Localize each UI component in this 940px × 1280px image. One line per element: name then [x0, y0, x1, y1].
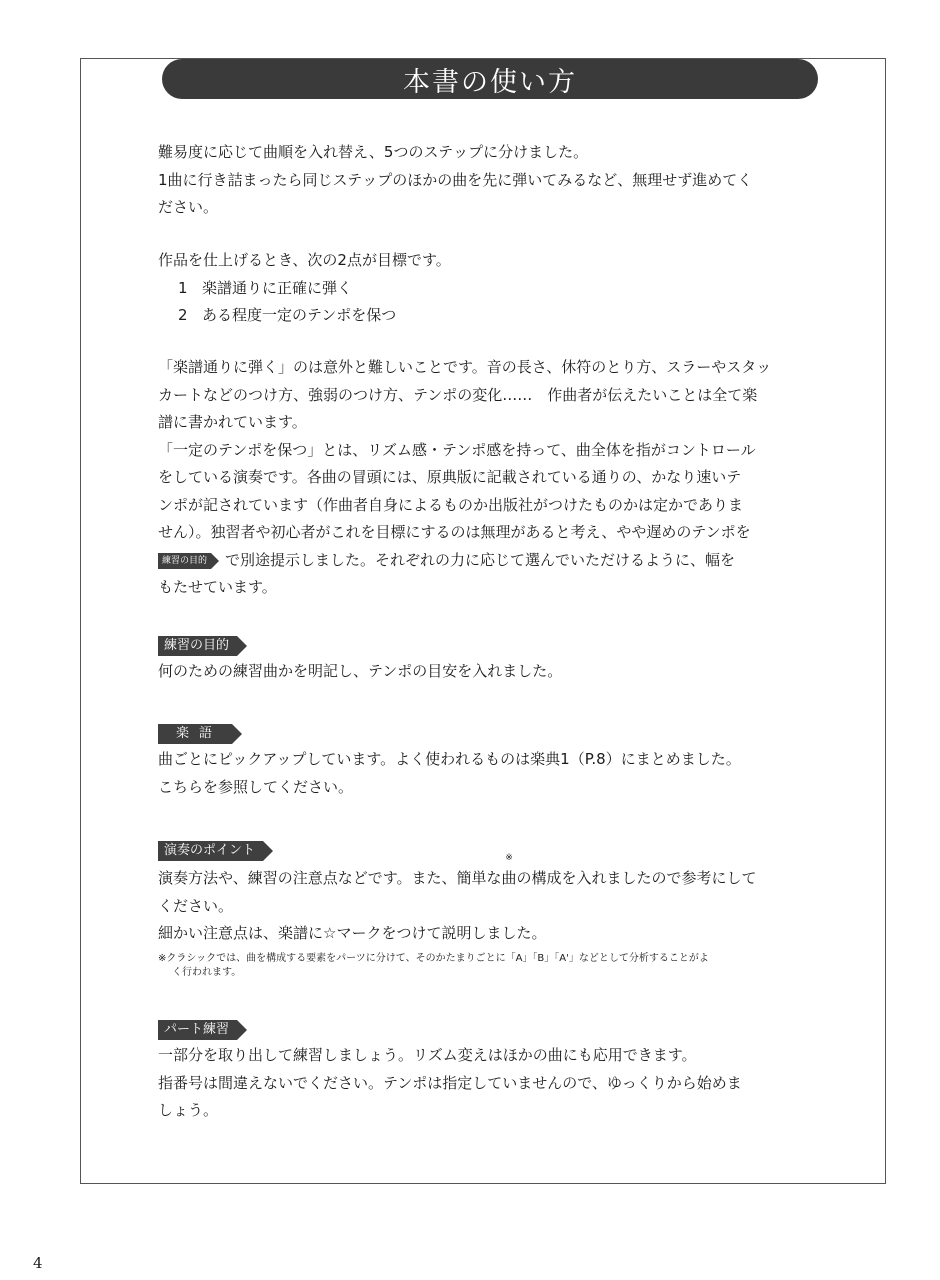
points-text: 演奏方法や、練習の注意点などです。また、簡単な [158, 869, 502, 887]
goals-lead: 作品を仕上げるとき、次の2点が目標です。 [158, 251, 451, 269]
goal-text: ある程度一定のテンポを保つ [202, 305, 397, 324]
section-points-line: ください。 [158, 896, 234, 915]
goal-text: 楽譜通りに正確に弾く [202, 278, 353, 297]
section-points-line [158, 853, 828, 893]
section-tag-terms: 楽語 [158, 724, 232, 744]
page-title: 本書の使い方 [403, 66, 577, 98]
goal-item [158, 275, 828, 302]
points-text: の構成を入れましたので参考にして [516, 869, 757, 887]
page-number: 4 [33, 1254, 43, 1272]
explanation-line: 譜に書かれています。 [158, 413, 307, 431]
explanation-line: もたせています。 [158, 578, 277, 596]
explanation-tag-rest: で別途提示しました。それぞれの力に応じて選んでいただけるように、幅を [225, 550, 736, 569]
explanation-paragraph [158, 354, 828, 602]
section-purpose-line: 何のための練習曲かを明記し、テンポの目安を入れました。 [158, 662, 563, 680]
section-terms [158, 722, 828, 801]
intro-line: ださい。 [158, 198, 219, 216]
explanation-line: をしている演奏です。各曲の冒頭には、原典版に記載されている通りの、かなり速いテ [158, 468, 742, 486]
section-purpose [158, 634, 828, 686]
intro-line: 1曲に行き詰まったら同じステップのほかの曲を先に弾いてみるなど、無理せず進めてく [158, 170, 753, 189]
section-parts [158, 1018, 828, 1125]
section-parts-line: しょう。 [158, 1101, 219, 1119]
section-tag-purpose: 練習の目的 [158, 636, 237, 656]
section-tag-points: 演奏のポイント [158, 841, 263, 861]
title-banner [162, 59, 818, 99]
explanation-line: 「楽譜通りに弾く」のは意外と難しいことです。音の長さ、休符のとり方、スラーやスタッ [158, 358, 772, 376]
section-terms-line: 曲ごとにピックアップしています。よく使われるものは楽典1（P.8）にまとめました。 [158, 750, 741, 768]
inline-purpose-tag: 練習の目的 [158, 553, 211, 569]
explanation-line: ンポが記されています（作曲者自身によるものか出版社がつけたものかは定かでありま [158, 495, 744, 514]
section-tag-parts: パート練習 [158, 1020, 237, 1040]
goals-block [158, 247, 828, 329]
intro-paragraph [158, 139, 828, 222]
section-terms-line: こちらを参照してください。 [158, 777, 354, 796]
page-frame [80, 58, 886, 1184]
footnote-line: ※クラシックでは、曲を構成する要素をパーツに分けて、そのかたまりごとに「A」「B」「A'」などとして分析することがよ [158, 952, 709, 964]
section-parts-line: 一部分を取り出して練習しましょう。リズム変えはほかの曲にも応用できます。 [158, 1046, 697, 1064]
explanation-line-with-tag [158, 547, 828, 575]
section-points-line: 細かい注意点は、楽譜に☆マークをつけて説明しました。 [158, 924, 547, 942]
marked-char-text: 曲 [501, 869, 517, 887]
explanation-line: 「一定のテンポを保つ」とは、リズム感・テンポ感を持って、曲全体を指がコントロール [158, 440, 756, 459]
goal-item [158, 302, 828, 329]
section-parts-line: 指番号は間違えないでください。テンポは指定していませんので、ゆっくりから始めま [158, 1073, 742, 1092]
goal-number: 1 [178, 278, 188, 297]
footnote [158, 952, 828, 980]
kome-mark: ※ [505, 853, 513, 863]
explanation-line: せん）。独習者や初心者がこれを目標にするのは無理があると考え、やや遅めのテンポを [158, 523, 751, 541]
intro-line: 難易度に応じて曲順を入れ替え、5つのステップに分けました。 [158, 143, 589, 161]
section-points [158, 839, 828, 980]
goal-number: 2 [178, 305, 188, 324]
marked-char [501, 853, 517, 893]
explanation-line: カートなどのつけ方、強弱のつけ方、テンポの変化…… 作曲者が伝えたいことは全て楽 [158, 385, 758, 404]
footnote-line: く行われます。 [172, 966, 242, 978]
